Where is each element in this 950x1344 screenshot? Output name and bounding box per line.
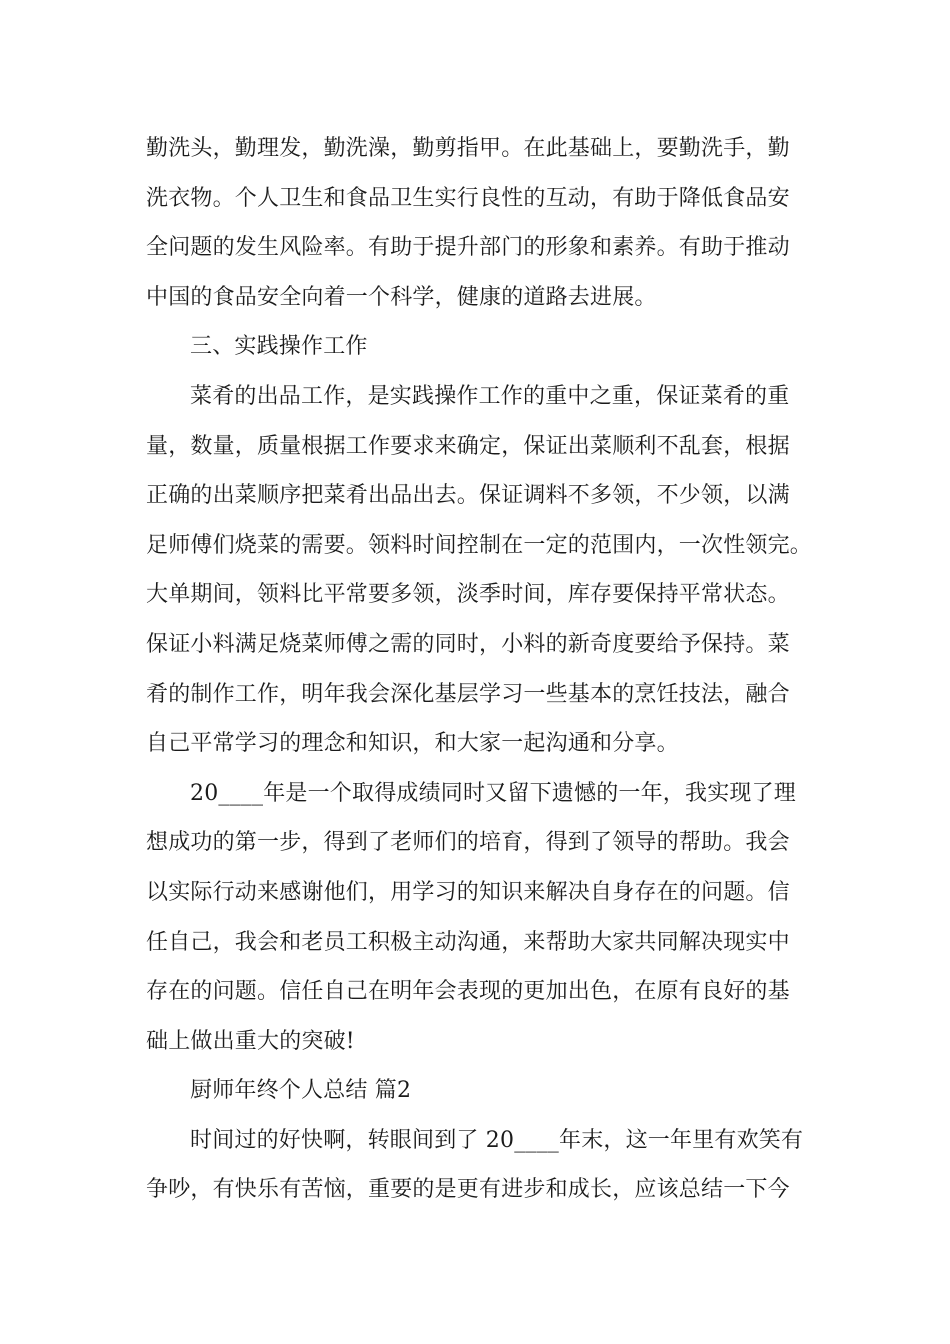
text-line: 存在的问题。信任自己在明年会表现的更加出色，在原有良好的基 (146, 979, 790, 1005)
text-line: 任自己，我会和老员工积极主动沟通，来帮助大家共同解决现实中 (146, 929, 790, 955)
text-line: 以实际行动来感谢他们，用学习的知识来解决自身存在的问题。信 (146, 879, 790, 905)
text-line: 础上做出重大的突破! (146, 1028, 355, 1054)
text-line: 肴的制作工作，明年我会深化基层学习一些基本的烹饪技法，融合 (146, 681, 790, 707)
section-heading: 三、实践操作工作 (190, 334, 368, 360)
text-line: 菜肴的出品工作，是实践操作工作的重中之重，保证菜肴的重 (190, 383, 790, 409)
text-line: 正确的出菜顺序把菜肴出品出去。保证调料不多领，不少领，以满 (146, 483, 790, 509)
text-line: 量，数量，质量根据工作要求来确定，保证出菜顺利不乱套，根据 (146, 433, 790, 459)
text-line: 中国的食品安全向着一个科学，健康的道路去进展。 (146, 284, 657, 310)
section-heading: 厨师年终个人总结 篇2 (190, 1078, 412, 1104)
text-line: 时间过的好快啊，转眼间到了 20____年末，这一年里有欢笑有 (190, 1127, 804, 1153)
text-line: 全问题的发生风险率。有助于提升部门的形象和素养。有助于推动 (146, 235, 790, 261)
text-line: 大单期间，领料比平常要多领，淡季时间，库存要保持平常状态。 (146, 582, 790, 608)
text-line: 保证小料满足烧菜师傅之需的同时，小料的新奇度要给予保持。菜 (146, 631, 790, 657)
text-line: 自己平常学习的理念和知识，和大家一起沟通和分享。 (146, 731, 679, 757)
text-line: 20____年是一个取得成绩同时又留下遗憾的一年，我实现了理 (190, 780, 796, 806)
text-line: 勤洗头，勤理发，勤洗澡，勤剪指甲。在此基础上，要勤洗手，勤 (146, 136, 790, 161)
text-line: 争吵，有快乐有苦恼，重要的是更有进步和成长，应该总结一下今 (146, 1177, 790, 1203)
document-body (146, 124, 826, 1215)
text-line: 洗衣物。个人卫生和食品卫生实行良性的互动，有助于降低食品安 (146, 185, 790, 211)
text-line: 足师傅们烧菜的需要。领料时间控制在一定的范围内，一次性领完。 (146, 532, 813, 558)
text-line: 想成功的第一步，得到了老师们的培育，得到了领导的帮助。我会 (146, 830, 790, 856)
